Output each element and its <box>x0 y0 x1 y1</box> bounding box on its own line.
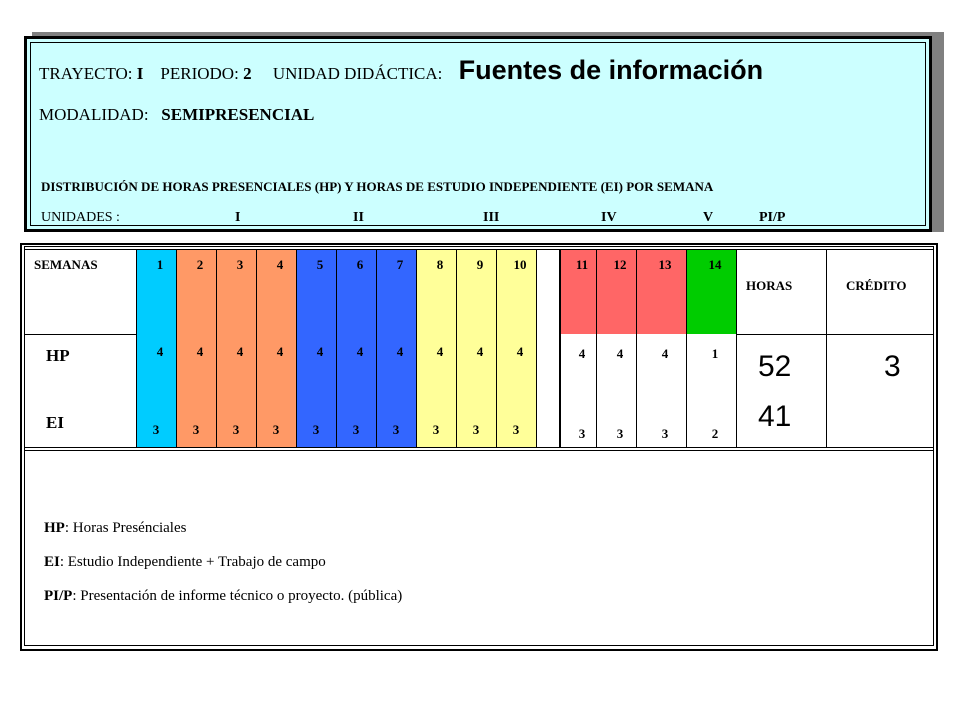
week-hp-value: 1 <box>711 346 719 361</box>
week-hp-value: 4 <box>356 344 364 359</box>
week-ei-value: 3 <box>661 426 669 441</box>
week-hp-value: 4 <box>276 344 284 359</box>
week-ei-value: 3 <box>392 422 400 437</box>
week-number: 14 <box>708 257 722 272</box>
week-ei-value: 3 <box>472 422 480 437</box>
week-ei-value: 3 <box>512 422 520 437</box>
week-ei-value: 3 <box>312 422 320 437</box>
trayecto-label: TRAYECTO: <box>39 64 133 83</box>
table-bottom-line <box>24 447 934 448</box>
week-hp-value: 4 <box>578 346 586 361</box>
group-separator <box>537 249 559 447</box>
legend-hp <box>44 520 186 537</box>
week-hp-value: 4 <box>516 344 524 359</box>
unidad-i: I <box>235 210 241 225</box>
credito-value: 3 <box>884 350 901 383</box>
week-hp-value: 4 <box>661 346 669 361</box>
legend-ei-text: : Estudio Independiente + Trabajo de campo <box>59 554 326 570</box>
week-hp-value: 4 <box>436 344 444 359</box>
legend-pip-abbr: PI/P <box>44 588 73 604</box>
week-number: 12 <box>613 257 627 272</box>
week-hp-value: 4 <box>196 344 204 359</box>
week-hp-value: 4 <box>396 344 404 359</box>
horas-label: HORAS <box>746 278 793 293</box>
table-top-line <box>24 249 934 250</box>
legend-pip-text: : Presentación de informe técnico o proyecto. (pública) <box>72 588 403 604</box>
unidad-value: Fuentes de información <box>458 55 764 85</box>
horas-col-left <box>736 249 737 447</box>
unidad-ii: II <box>353 210 364 225</box>
header-line-1 <box>39 55 763 86</box>
total-hp: 52 <box>758 350 792 383</box>
unidad-iii: III <box>483 210 500 225</box>
week-number: 5 <box>316 257 324 272</box>
credito-col-right <box>933 249 934 447</box>
modalidad-label: MODALIDAD: <box>39 105 149 124</box>
header-line-2 <box>39 105 314 125</box>
unidades-line <box>41 210 861 228</box>
total-ei: 41 <box>758 400 792 433</box>
semanas-divider <box>24 334 136 335</box>
header-box <box>24 36 932 232</box>
week-number: 7 <box>396 257 404 272</box>
unidad-label: UNIDAD DIDÁCTICA: <box>272 64 443 83</box>
unidad-pip: PI/P <box>759 210 786 225</box>
week-number: 10 <box>513 257 527 272</box>
week-number: 4 <box>276 257 284 272</box>
week-ei-value: 3 <box>272 422 280 437</box>
group-separator-line <box>559 249 561 447</box>
legend-ei <box>44 554 326 571</box>
periodo-value: 2 <box>243 64 252 83</box>
week-number: 13 <box>658 257 672 272</box>
unidad-iv: IV <box>601 210 617 225</box>
modalidad-value: SEMIPRESENCIAL <box>161 105 315 124</box>
week-hp-value: 4 <box>316 344 324 359</box>
week10-right-line <box>536 249 537 447</box>
legend-ei-abbr: EI <box>44 554 60 570</box>
week-ei-value: 3 <box>616 426 624 441</box>
week-number: 2 <box>196 257 204 272</box>
table-bottom-line-2 <box>24 450 934 451</box>
horas-col-right <box>826 249 827 447</box>
week-hp-value: 4 <box>236 344 244 359</box>
legend-hp-abbr: HP <box>44 520 65 536</box>
week-hp-value: 4 <box>476 344 484 359</box>
unidad-v: V <box>703 210 714 225</box>
legend-pip <box>44 588 402 605</box>
week-ei-value: 3 <box>352 422 360 437</box>
legend-hp-text: : Horas Presénciales <box>64 520 187 536</box>
unidades-label: UNIDADES : <box>41 210 120 225</box>
week-ei-value: 3 <box>578 426 586 441</box>
ei-label: EI <box>46 413 64 432</box>
trayecto-value: I <box>136 64 144 83</box>
hp-label: HP <box>46 346 70 365</box>
totals-divider <box>736 334 934 335</box>
week-ei-value: 2 <box>711 426 719 441</box>
week-number: 6 <box>356 257 364 272</box>
week-hp-value: 4 <box>616 346 624 361</box>
week-ei-value: 3 <box>192 422 200 437</box>
label-col-border <box>136 249 137 447</box>
semanas-label: SEMANAS <box>34 257 98 272</box>
week-number: 3 <box>236 257 244 272</box>
week-number: 8 <box>436 257 444 272</box>
distribucion-text: DISTRIBUCIÓN DE HORAS PRESENCIALES (HP) Y HORAS DE ESTUDIO INDEPENDIENTE (EI) POR SEMANA <box>41 179 714 194</box>
week-number: 9 <box>476 257 484 272</box>
periodo-label: PERIODO: <box>160 64 239 83</box>
week-ei-value: 3 <box>432 422 440 437</box>
week-hp-value: 4 <box>156 344 164 359</box>
week-number: 1 <box>156 257 164 272</box>
week-number: 11 <box>575 257 589 272</box>
week-ei-value: 3 <box>152 422 160 437</box>
credito-label: CRÉDITO <box>846 278 907 293</box>
week-ei-value: 3 <box>232 422 240 437</box>
